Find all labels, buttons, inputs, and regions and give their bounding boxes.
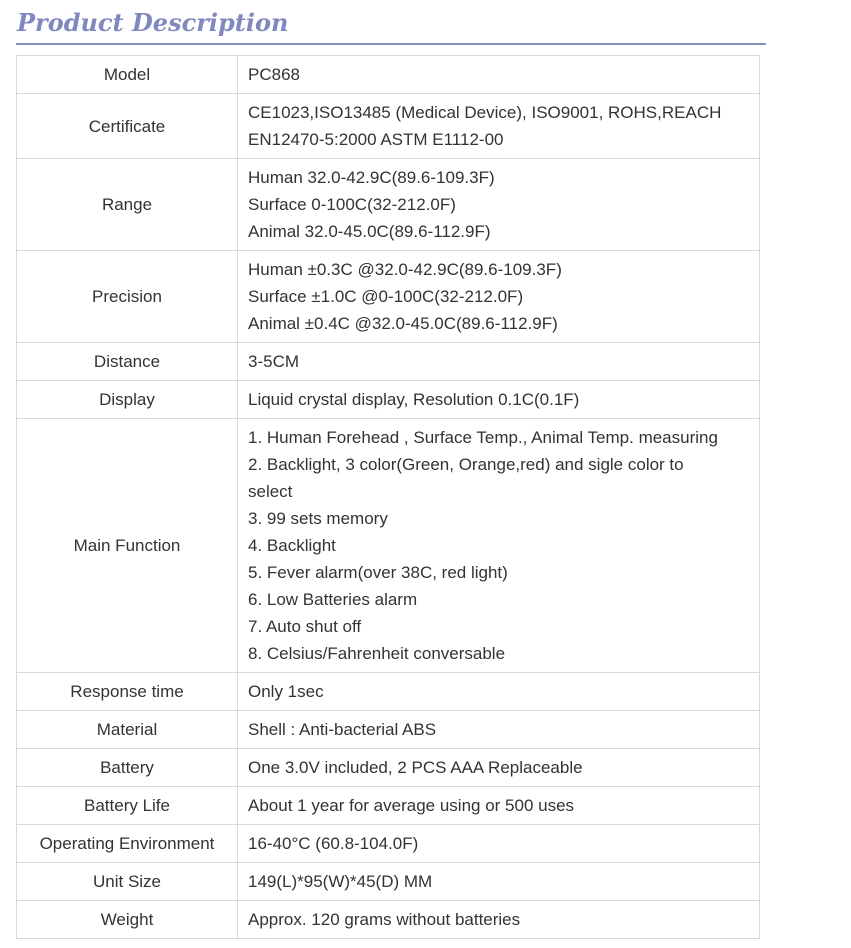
spec-label: Response time bbox=[17, 673, 238, 711]
spec-label: Battery bbox=[17, 749, 238, 787]
spec-value-line: Approx. 120 grams without batteries bbox=[248, 910, 521, 929]
spec-value bbox=[238, 901, 760, 939]
spec-row bbox=[17, 94, 760, 159]
spec-label: Unit Size bbox=[17, 863, 238, 901]
spec-value-line: Liquid crystal display, Resolution 0.1C(0.1F) bbox=[248, 390, 580, 409]
spec-row bbox=[17, 251, 760, 343]
spec-value bbox=[238, 381, 760, 419]
spec-label: Model bbox=[17, 56, 238, 94]
spec-value-line: Only 1sec bbox=[248, 682, 324, 701]
spec-value bbox=[238, 419, 760, 673]
spec-value bbox=[238, 343, 760, 381]
spec-row bbox=[17, 825, 760, 863]
spec-value-line: 16-40°C (60.8-104.0F) bbox=[248, 834, 419, 853]
spec-value bbox=[238, 711, 760, 749]
spec-value-line: Surface 0-100C(32-212.0F) bbox=[248, 195, 456, 214]
spec-value-line: 6. Low Batteries alarm bbox=[248, 590, 418, 609]
spec-value-line: 7. Auto shut off bbox=[248, 617, 362, 636]
spec-value-line: About 1 year for average using or 500 uses bbox=[248, 796, 575, 815]
spec-value bbox=[238, 159, 760, 251]
spec-table-body bbox=[17, 56, 760, 939]
spec-label: Precision bbox=[17, 251, 238, 343]
section-title: Product Description bbox=[17, 8, 289, 37]
spec-label: Operating Environment bbox=[17, 825, 238, 863]
section-heading bbox=[16, 4, 766, 45]
spec-row bbox=[17, 419, 760, 673]
spec-row bbox=[17, 381, 760, 419]
spec-value bbox=[238, 749, 760, 787]
spec-row bbox=[17, 749, 760, 787]
spec-row bbox=[17, 673, 760, 711]
spec-label: Certificate bbox=[17, 94, 238, 159]
spec-label: Main Function bbox=[17, 419, 238, 673]
spec-value bbox=[238, 673, 760, 711]
spec-value bbox=[238, 94, 760, 159]
spec-value-line: 4. Backlight bbox=[248, 536, 336, 555]
spec-value-line: Human ±0.3C @32.0-42.9C(89.6-109.3F) bbox=[248, 260, 562, 279]
spec-row bbox=[17, 863, 760, 901]
spec-value-line: 3-5CM bbox=[248, 352, 300, 371]
spec-value-line: EN12470-5:2000 ASTM E1112-00 bbox=[248, 130, 504, 149]
spec-value-line: 5. Fever alarm(over 38C, red light) bbox=[248, 563, 508, 582]
spec-value-line: select bbox=[248, 482, 293, 501]
spec-label: Weight bbox=[17, 901, 238, 939]
spec-value-line: Human 32.0-42.9C(89.6-109.3F) bbox=[248, 168, 495, 187]
spec-label: Material bbox=[17, 711, 238, 749]
spec-value bbox=[238, 251, 760, 343]
spec-value bbox=[238, 863, 760, 901]
spec-value-line: 8. Celsius/Fahrenheit conversable bbox=[248, 644, 506, 663]
spec-label: Distance bbox=[17, 343, 238, 381]
spec-value-line: 2. Backlight, 3 color(Green, Orange,red) and sigle color to bbox=[248, 455, 684, 474]
spec-table bbox=[16, 55, 760, 939]
spec-value bbox=[238, 787, 760, 825]
spec-label: Battery Life bbox=[17, 787, 238, 825]
spec-value-line: One 3.0V included, 2 PCS AAA Replaceable bbox=[248, 758, 583, 777]
spec-label: Range bbox=[17, 159, 238, 251]
spec-value-line: Animal ±0.4C @32.0-45.0C(89.6-112.9F) bbox=[248, 314, 558, 333]
spec-value bbox=[238, 825, 760, 863]
spec-value-line: 149(L)*95(W)*45(D) MM bbox=[248, 872, 433, 891]
spec-row bbox=[17, 159, 760, 251]
spec-row bbox=[17, 56, 760, 94]
spec-row bbox=[17, 343, 760, 381]
spec-row bbox=[17, 787, 760, 825]
spec-value-line: PC868 bbox=[248, 65, 300, 84]
spec-row bbox=[17, 711, 760, 749]
spec-value-line: 3. 99 sets memory bbox=[248, 509, 388, 528]
spec-label: Display bbox=[17, 381, 238, 419]
spec-value-line: Animal 32.0-45.0C(89.6-112.9F) bbox=[248, 222, 491, 241]
spec-value-line: Surface ±1.0C @0-100C(32-212.0F) bbox=[248, 287, 524, 306]
spec-row bbox=[17, 901, 760, 939]
spec-value-line: Shell : Anti-bacterial ABS bbox=[248, 720, 437, 739]
spec-value-line: CE1023,ISO13485 (Medical Device), ISO9001, ROHS,REACH bbox=[248, 103, 722, 122]
spec-value-line: 1. Human Forehead , Surface Temp., Animal Temp. measuring bbox=[248, 428, 718, 447]
spec-value bbox=[238, 56, 760, 94]
